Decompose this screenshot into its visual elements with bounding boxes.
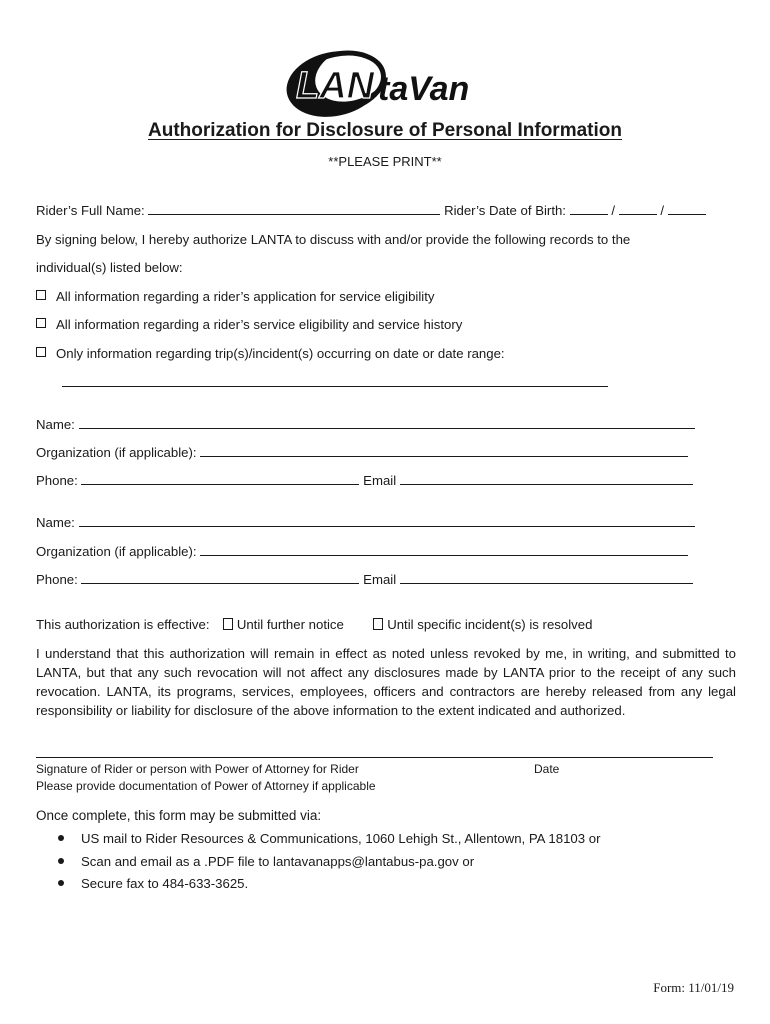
checkbox-icon[interactable] (36, 318, 46, 328)
checkbox-icon[interactable] (36, 347, 46, 357)
dob-day-field[interactable] (619, 202, 657, 215)
logo-tavan-text: taVan (378, 70, 470, 108)
contact-2-phone-field[interactable] (81, 571, 359, 584)
option-application-eligibility[interactable] (36, 288, 434, 306)
logo-lan-text: LAN (296, 65, 375, 107)
option-trip-incident[interactable] (36, 345, 505, 363)
contact-2-name-field[interactable] (79, 514, 695, 527)
contact-email-label: Email (363, 572, 397, 587)
date-range-field[interactable] (62, 386, 608, 387)
signature-label: Signature of Rider or person with Power of Attorney for Rider (36, 762, 359, 776)
authorize-text-2: individual(s) listed below: (36, 260, 183, 275)
effective-label: This authorization is effective: (36, 617, 210, 632)
effective-option-further-notice[interactable]: Until further notice (236, 617, 344, 632)
contact-org-label: Organization (if applicable): (36, 445, 197, 460)
contact-1-phone-email-row (36, 472, 693, 490)
lantavan-logo (282, 44, 492, 120)
page-title: Authorization for Disclosure of Personal Information (148, 120, 622, 141)
list-item: Scan and email as a .PDF file to lantavanapps@lantabus-pa.gov or (58, 851, 600, 874)
contact-2-org-field[interactable] (200, 543, 688, 556)
contact-org-label: Organization (if applicable): (36, 544, 197, 559)
option-eligibility-history[interactable] (36, 316, 462, 334)
dob-slash-2: / (660, 203, 665, 218)
date-label: Date (534, 762, 560, 776)
poa-note: Please provide documentation of Power of Attorney if applicable (36, 779, 376, 793)
contact-1-name-row (36, 416, 695, 434)
bullet-icon (58, 880, 64, 886)
contact-email-label: Email (363, 473, 397, 488)
contact-2-org-row (36, 543, 688, 561)
checkbox-icon[interactable] (223, 618, 233, 630)
dob-slash-1: / (611, 203, 615, 218)
bullet-icon (58, 858, 64, 864)
please-print-note: **PLEASE PRINT** (328, 154, 442, 169)
list-item: Secure fax to 484-633-3625. (58, 873, 600, 896)
submit-methods-list (58, 828, 600, 896)
contact-1-phone-field[interactable] (81, 472, 359, 485)
understand-paragraph: I understand that this authorization will remain in effect as noted unless revoked by me, in writing, and submitted to LANTA, but that any such revocation will not affect any disclosures made by LANTA prior to the receipt of any such revocation. LANTA, its programs, services, employees, officers and contractors are hereby released from any legal responsibility or liability for disclosure of the above information to the extent indicated and authorized. (36, 646, 736, 718)
contact-name-label: Name: (36, 417, 75, 432)
rider-name-field[interactable] (148, 202, 440, 215)
contact-1-name-field[interactable] (79, 416, 695, 429)
contact-phone-label: Phone: (36, 473, 78, 488)
contact-name-label: Name: (36, 515, 75, 530)
checkbox-icon[interactable] (373, 618, 383, 630)
authorize-text-1: By signing below, I hereby authorize LANTA to discuss with and/or provide the following records to the (36, 232, 631, 247)
list-item: US mail to Rider Resources & Communications, 1060 Lehigh St., Allentown, PA 18103 or (58, 828, 600, 851)
contact-2-name-row (36, 514, 695, 532)
contact-1-org-field[interactable] (200, 444, 688, 457)
form-id: Form: 11/01/19 (653, 980, 734, 995)
rider-info-row (36, 202, 706, 220)
submit-intro: Once complete, this form may be submitted via: (36, 808, 322, 823)
contact-1-email-field[interactable] (400, 472, 693, 485)
contact-phone-label: Phone: (36, 572, 78, 587)
checkbox-icon[interactable] (36, 290, 46, 300)
dob-month-field[interactable] (570, 202, 608, 215)
contact-1-org-row (36, 444, 688, 462)
option-label: All information regarding a rider’s service eligibility and service history (56, 317, 463, 332)
contact-2-phone-email-row (36, 571, 693, 589)
rider-name-label: Rider’s Full Name: (36, 203, 145, 218)
signature-field[interactable] (36, 757, 713, 758)
contact-2-email-field[interactable] (400, 571, 693, 584)
bullet-icon (58, 835, 64, 841)
effective-option-incident-resolved[interactable]: Until specific incident(s) is resolved (387, 617, 593, 632)
rider-dob-label: Rider’s Date of Birth: (444, 203, 566, 218)
option-label: All information regarding a rider’s application for service eligibility (56, 289, 435, 304)
option-label: Only information regarding trip(s)/incident(s) occurring on date or date range: (56, 346, 505, 361)
dob-year-field[interactable] (668, 202, 706, 215)
effective-row (36, 616, 592, 634)
